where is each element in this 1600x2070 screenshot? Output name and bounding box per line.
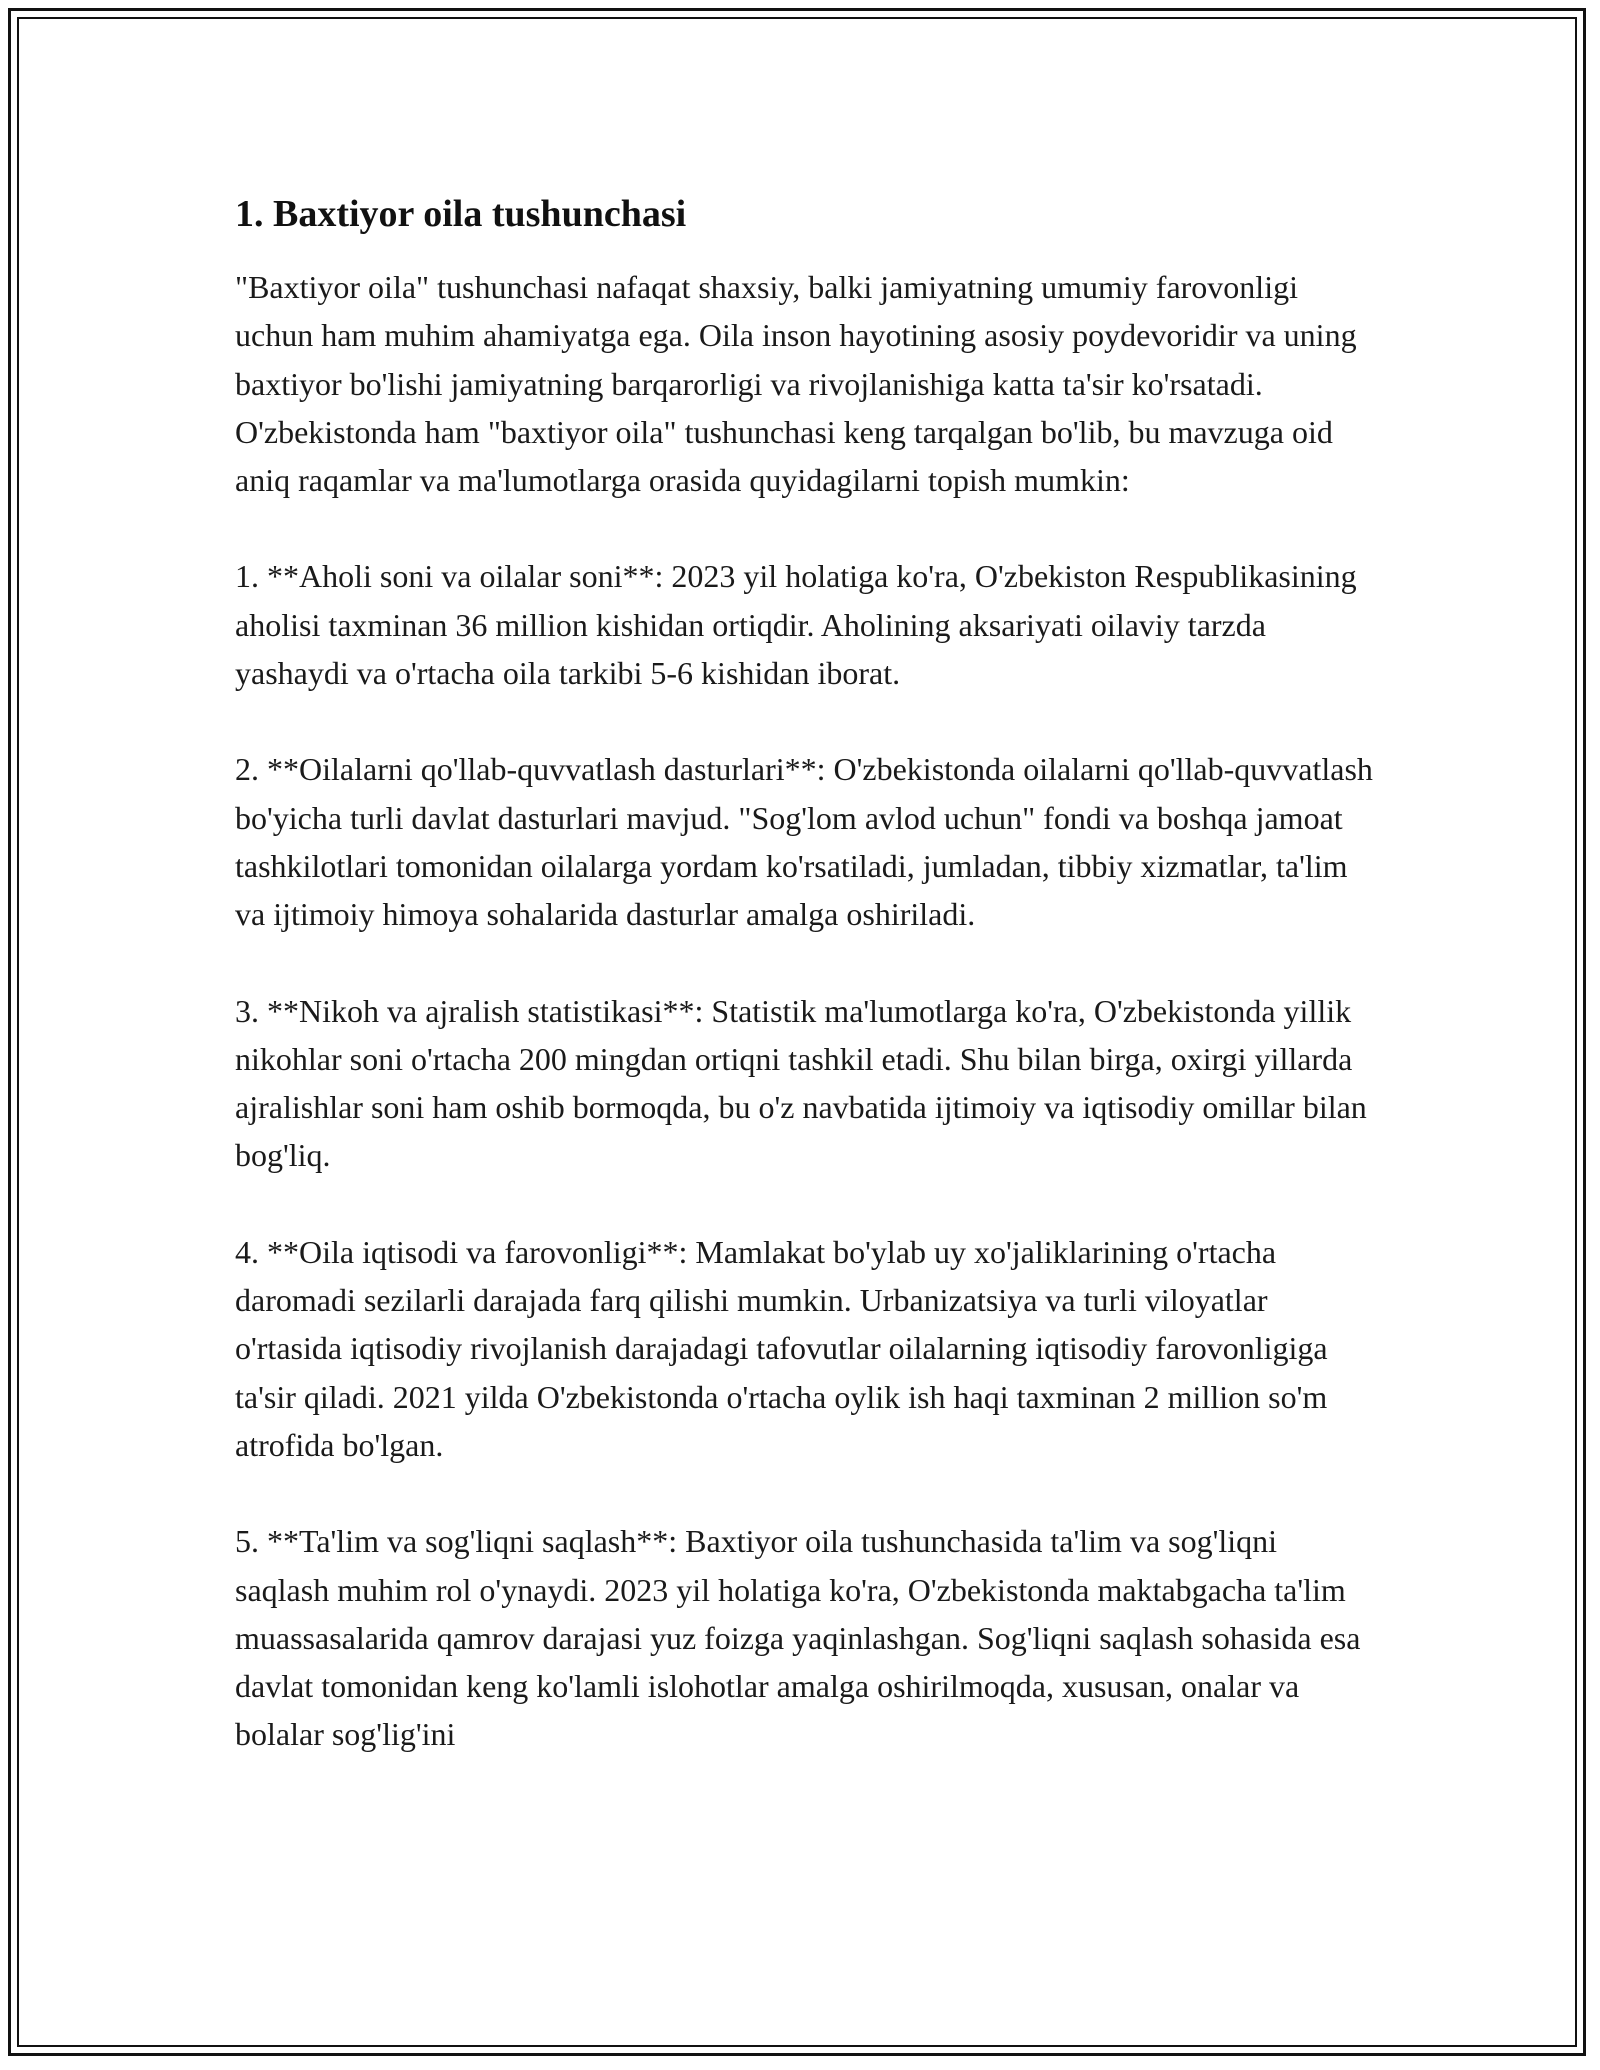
point-2-paragraph: 2. **Oilalarni qo'llab-quvvatlash dasturlari**: O'zbekistonda oilalarni qo'llab-quvvatlash bo'yicha turli davlat dasturlari mavjud. "Sog'lom avlod uchun" fondi va boshqa jamoat tashkilotlari tomonidan oilalarga yordam ko'rsatiladi, jumladan, tibbiy xizmatlar, ta'lim va ijtimoiy himoya sohalarida dasturlar amalga oshiriladi. [235, 751, 1373, 933]
document-body [235, 185, 1375, 1807]
section-heading: 1. Baxtiyor oila tushunchasi [235, 193, 687, 235]
point-4-paragraph: 4. **Oila iqtisodi va farovonligi**: Mamlakat bo'ylab uy xo'jaliklarining o'rtacha daromadi sezilarli darajada farq qilishi mumkin. Urbanizatsiya va turli viloyatlar o'rtasida iqtisodiy rivojlanish darajadagi tafovutlar oilalarning iqtisodiy farovonligiga ta'sir qiladi. 2021 yilda O'zbekistonda o'rtacha oylik ish haqi taxminan 2 million so'm atrofida bo'lgan. [235, 1233, 1328, 1463]
point-1-paragraph: 1. **Aholi soni va oilalar soni**: 2023 yil holatiga ko'ra, O'zbekiston Respublikasining aholisi taxminan 36 million kishidan ortiqdir. Aholining aksariyati oilaviy tarzda yashaydi va o'rtacha oila tarkibi 5-6 kishidan iborat. [235, 558, 1357, 692]
intro-paragraph: "Baxtiyor oila" tushunchasi nafaqat shaxsiy, balki jamiyatning umumiy farovonligi uchun ham muhim ahamiyatga ega. Oila inson hayotining asosiy poydevoridir va uning baxtiyor bo'lishi jamiyatning barqarorligi va rivojlanishiga katta ta'sir ko'rsatadi. O'zbekistonda ham "baxtiyor oila" tushunchasi keng tarqalgan bo'lib, bu mavzuga oid aniq raqamlar va ma'lumotlarga orasida quyidagilarni topish mumkin: [235, 269, 1357, 499]
point-3-paragraph: 3. **Nikoh va ajralish statistikasi**: Statistik ma'lumotlarga ko'ra, O'zbekistonda yillik nikohlar soni o'rtacha 200 mingdan ortiqni tashkil etadi. Shu bilan birga, oxirgi yillarda ajralishlar soni ham oshib bormoqda, bu o'z navbatida ijtimoiy va iqtisodiy omillar bilan bog'liq. [235, 992, 1367, 1174]
point-5-paragraph: 5. **Ta'lim va sog'liqni saqlash**: Baxtiyor oila tushunchasida ta'lim va sog'liqni saqlash muhim rol o'ynaydi. 2023 yil holatiga ko'ra, O'zbekistonda maktabgacha ta'lim muassasalarida qamrov darajasi yuz foizga yaqinlashgan. Sog'liqni saqlash sohasida esa davlat tomonidan keng ko'lamli islohotlar amalga oshirilmoqda, xususan, onalar va bolalar sog'lig'ini [235, 1523, 1361, 1753]
